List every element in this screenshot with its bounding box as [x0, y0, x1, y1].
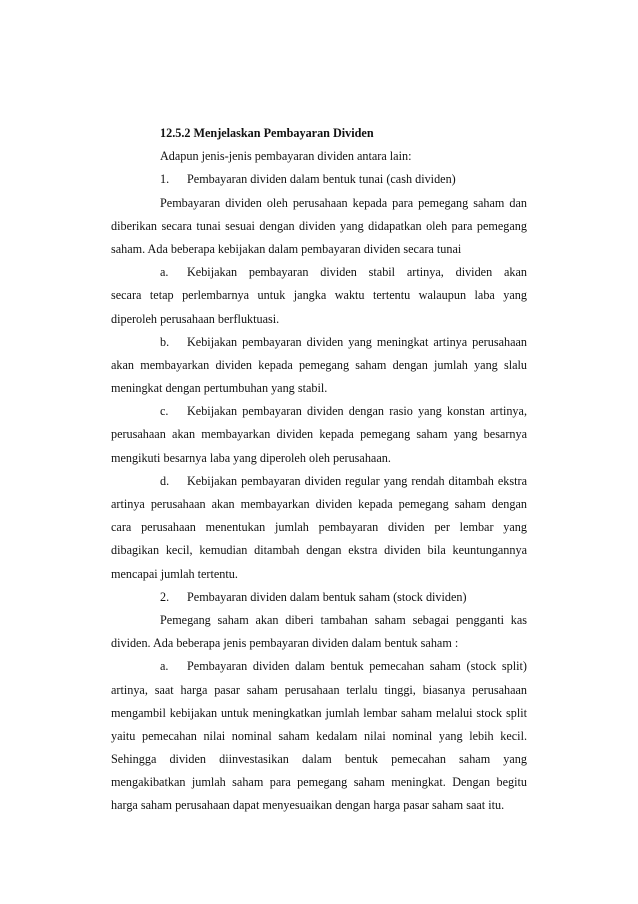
document-body: [111, 122, 527, 818]
paragraph-line: yaitu pemecahan nilai nominal saham kedalam nilai nominal yang lebih kecil.: [111, 728, 527, 743]
section-heading: 12.5.2 Menjelaskan Pembayaran Dividen: [160, 126, 374, 140]
sub-text: Kebijakan pembayaran dividen dengan rasio yang konstan artinya,: [187, 404, 527, 419]
paragraph-line: dibagikan kecil, kemudian ditambah dengan ekstra dividen bila keuntungannya: [111, 543, 527, 558]
paragraph-line: diperoleh perusahaan berfluktuasi.: [111, 311, 280, 326]
paragraph-line: mengakibatkan jumlah saham para pemegang saham meningkat. Dengan begitu: [111, 775, 527, 790]
paragraph-line: secara tetap perlembarnya untuk jangka waktu tertentu walaupun laba yang: [111, 288, 527, 303]
list-number: 2.: [160, 589, 170, 604]
sub-item-c-first: [111, 400, 527, 423]
paragraph-line: diberikan secara tunai sesuai dengan dividen yang didapatkan oleh para pemegang: [111, 218, 527, 233]
paragraph-line: mengambil kebijakan untuk meningkatkan jumlah lembar saham melalui stock split: [111, 705, 527, 720]
sub-text: Kebijakan pembayaran dividen regular yang rendah ditambah ekstra: [187, 473, 527, 488]
paragraph-line: Pembayaran dividen oleh perusahaan kepada para pemegang saham dan: [160, 195, 527, 210]
sub-number: b.: [160, 334, 170, 349]
sub-number: d.: [160, 473, 170, 488]
paragraph-line: Sehingga dividen diinvestasikan dalam bentuk pemecahan saham yang: [111, 752, 527, 767]
paragraph-line: mencapai jumlah tertentu.: [111, 566, 238, 581]
sub-number: c.: [160, 404, 169, 419]
sub-number: a.: [160, 659, 169, 674]
paragraph-line: Pemegang saham akan diberi tambahan saham sebagai pengganti kas: [160, 612, 527, 627]
sub-number: a.: [160, 265, 169, 280]
paragraph-line: saham. Ada beberapa kebijakan dalam pembayaran dividen secara tunai: [111, 241, 462, 256]
sub-text: Pembayaran dividen dalam bentuk pemecahan saham (stock split): [187, 659, 527, 674]
list-text: Pembayaran dividen dalam bentuk tunai (cash dividen): [187, 172, 456, 187]
sub-item-a-first: [111, 261, 527, 284]
sub-item-d-first: [111, 470, 527, 493]
paragraph-line: meningkat dengan pertumbuhan yang stabil.: [111, 381, 328, 396]
paragraph-line: artinya, saat harga pasar saham perusahaan terlalu tinggi, biasanya perusahaan: [111, 682, 527, 697]
sub-text: Kebijakan pembayaran dividen stabil artinya, dividen akan: [187, 265, 527, 280]
list-text: Pembayaran dividen dalam bentuk saham (stock dividen): [187, 589, 467, 604]
paragraph-line: mengikuti besarnya laba yang diperoleh oleh perusahaan.: [111, 450, 391, 465]
paragraph-line: akan membayarkan dividen kepada pemegang saham dengan jumlah yang slalu: [111, 357, 527, 372]
list-number: 1.: [160, 172, 170, 187]
paragraph-line: perusahaan akan membayarkan dividen kepada pemegang saham yang besarnya: [111, 427, 527, 442]
paragraph-line: artinya perusahaan akan membayarkan dividen kepada pemegang saham dengan: [111, 497, 527, 511]
paragraph-line: cara perusahaan menentukan jumlah pembayaran dividen per lembar yang: [111, 520, 527, 535]
list-item-1: [111, 168, 527, 191]
sub-text: Kebijakan pembayaran dividen yang meningkat artinya perusahaan: [187, 334, 527, 349]
paragraph-line: harga saham perusahaan dapat menyesuaikan dengan harga pasar saham saat itu.: [111, 798, 505, 813]
intro-line: Adapun jenis-jenis pembayaran dividen antara lain:: [160, 149, 412, 164]
sub2-item-a-first: [111, 655, 527, 678]
paragraph-line: dividen. Ada beberapa jenis pembayaran dividen dalam bentuk saham :: [111, 636, 459, 651]
sub-item-b-first: [111, 331, 527, 354]
list-item-2: [111, 586, 527, 609]
